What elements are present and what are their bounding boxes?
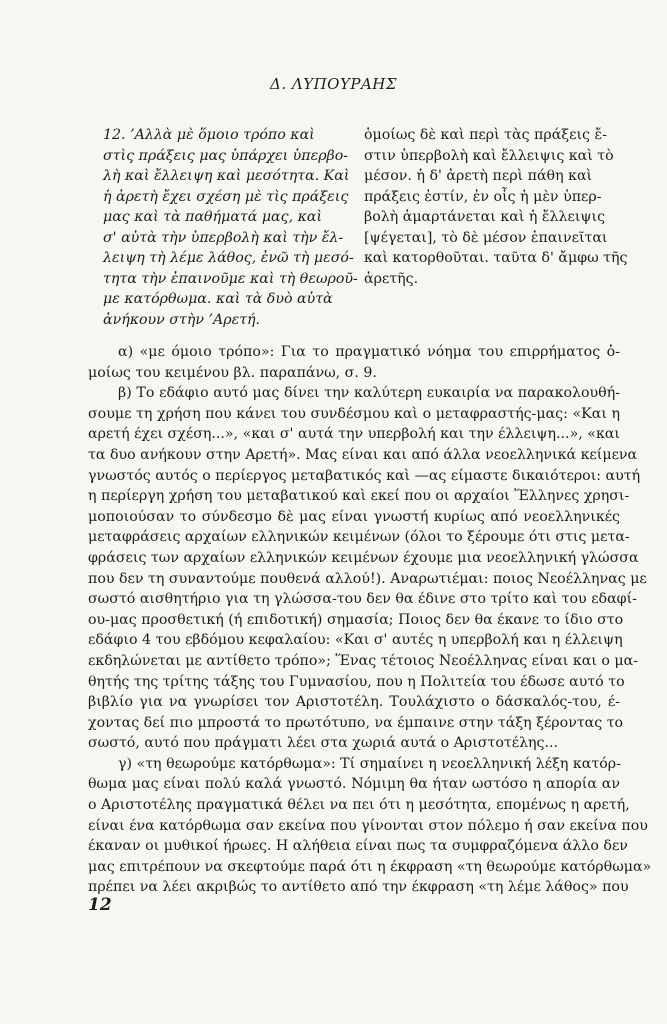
translation-line: στὶς πράξεις μας ὑπάρχει ὑπερβο- [103,147,349,164]
commentary-line: ου-μας προσθετική (ή επιδοτική) σημασία; Ποιος δεν θα έκανε το ίδιο στο [88,611,624,628]
translation-line: μας καὶ τὰ παθήματά μας, καὶ [103,209,323,225]
greek-line: [ψέγεται], τὸ δὲ μέσον ἐπαινεῖται [364,229,608,246]
commentary-line: χοντας δεί πιο μπροστά το πρωτότυπο, να έμπαινε στην τάξη ξέροντας το [88,714,624,731]
commentary-line: ο Αριστοτέλης πραγματικά θέλει να πει ότι η μεσότητα, επομένως η αρετή, [88,797,630,814]
commentary-line: που δεν τη συναντούμε πουθενά αλλού!). Αναρωτιέμαι: ποιος Νεοέλληνας με [88,570,647,587]
commentary-line: μας επιτρέπουν να σκεφτούμε παρά ότι η έκφραση «τη θεωρούμε κατόρθωμα» [88,858,652,875]
page-number: 12 [88,895,112,915]
commentary-line: θωμα μας είναι πολύ καλά γνωστό. Νόμιμη θα ήταν ωστόσο η απορία αν [88,776,620,793]
commentary-line: μοίως του κειμένου βλ. παραπάνω, σ. 9. [88,364,377,381]
commentary-text [88,342,652,898]
commentary-line: σωστό, αυτό που πράγματι λέει στα χωριά αυτά ο Αριστοτέλης... [88,735,559,752]
commentary-line: πρέπει να λέει ακριβώς το αντίθετο από την έκφραση «τη λέμε λάθος» που [88,879,629,896]
greek-line: βολὴ ἁμαρτάνεται καὶ ἡ ἔλλειψις [364,209,606,225]
translation-column [103,125,358,330]
translation-line: ἀνήκουν στὴν ’Αρετή. [103,311,261,328]
commentary-line: θητής της τρίτης τάξης του Γυμνασίου, που η Πολιτεία του έδωσε αυτό το [88,673,625,690]
translation-line: με κατόρθωμα. καὶ τὰ δυὸ αὐτὰ [103,291,333,307]
commentary-line: μεταφράσεις αρχαίων ελληνικών κειμένων (όλοι το ξέρουμε ότι στις μετα- [88,529,630,546]
greek-line: καὶ κατορθοῦται. ταῦτα δ' ἄμφω τῆς [364,250,628,266]
commentary-line: αρετή έχει σχέση...», «και σ' αυτά την υπερβολή και την έλλειψη...», «και [88,426,620,443]
commentary-line: είναι ένα κατόρθωμα σαν εκείνα που γίνονται στον πόλεμο ή σαν εκείνα που [88,817,648,834]
commentary-line: εκδηλώνεται με αντίθετο τρόπο»; Ἕνας τέτοιος Νεοέλληνας είναι και ο μα- [88,652,639,669]
commentary-line: βιβλίο για να γνωρίσει τον Αριστοτέλη. Τουλάχιστο ο δάσκαλός-του, έ- [88,694,620,711]
commentary-line: σωστό αισθητήριο για τη γλώσσα-του δεν θα έδινε στο τρίτο καὶ του εδαφί- [88,591,637,608]
translation-line: 12. ’Αλλὰ μὲ ὅμοιο τρόπο καὶ [103,127,315,143]
commentary-line: μοποιούσαν το σύνδεσμο δὲ μας είναι γνωστή κυρίως από νεοελληνικές [88,508,620,525]
translation-line: λὴ καὶ ἔλλειψη καὶ μεσότητα. Καὶ [103,168,350,184]
original-greek-column [364,125,628,289]
greek-line: μέσον. ἡ δ' ἀρετὴ περὶ πάθη καὶ [364,168,593,184]
greek-line: πράξεις ἐστίν, ἐν οἷς ἡ μὲν ὑπερ- [364,188,602,205]
commentary-line: έκαναν οι μυθικοί ήρωες. Η αλήθεια είναι πως τα συμφραζόμενα άλλο δεν [88,838,628,855]
translation-line: τητα τὴν ἐπαινοῦμε καὶ τὴ θεωροῦ- [103,270,358,287]
greek-line: ἀρετῆς. [364,270,419,287]
greek-line: ὁμοίως δὲ καὶ περὶ τὰς πράξεις ἔ- [364,127,607,143]
commentary-line: εδάφιο 4 του εβδόμου κεφαλαίου: «Και σ' αυτές η υπερβολή και η έλλειψη [88,632,623,649]
commentary-line: α) «με όμοιο τρόπο»: Για το πραγματικό νόημα του επιρρήματος ὁ- [118,344,620,360]
commentary-line: τα δυο ανήκουν στην Αρετή». Μας είναι και από άλλα νεοελληνικά κείμενα [88,446,638,463]
translation-line: λειψη τὴ λέμε λάθος, ἐνῶ τὴ μεσό- [103,250,354,266]
commentary-line: σουμε τη χρήση που κάνει του συνδέσμου καὶ ο μεταφραστής-μας: «Και η [88,405,620,422]
greek-line: στιν ὑπερβολὴ καὶ ἔλλειψις καὶ τὸ [364,147,614,164]
running-header: Δ. ΛΥΠΟΥΡΑΗΣ [270,75,397,93]
commentary-line: η περίεργη χρήση του μεταβατικού καὶ εκεί που οι αρχαίοι Ἕλληνες χρησι- [88,488,630,505]
translation-line: σ' αὐτὰ τὴν ὑπερβολὴ καὶ τὴν ἔλ- [103,229,344,246]
translation-line: ἡ ἀρετὴ ἔχει σχέση μὲ τὶς πράξεις [103,188,349,205]
commentary-line: φράσεις των αρχαίων ελληνικών κειμένων έχουμε μια νεοελληνική γλώσσα [88,549,639,566]
commentary-line: γ) «τη θεωρούμε κατόρθωμα»: Τί σημαίνει η νεοελληνική λέξη κατόρ- [118,755,621,772]
commentary-line: β) Το εδάφιο αυτό μας δίνει την καλύτερη ευκαιρία να παρακολουθή- [118,385,620,402]
commentary-line: γνωστός αυτός ο περίεργος μεταβατικός καὶ —ας είμαστε δικαιότεροι: αυτή [88,467,641,484]
